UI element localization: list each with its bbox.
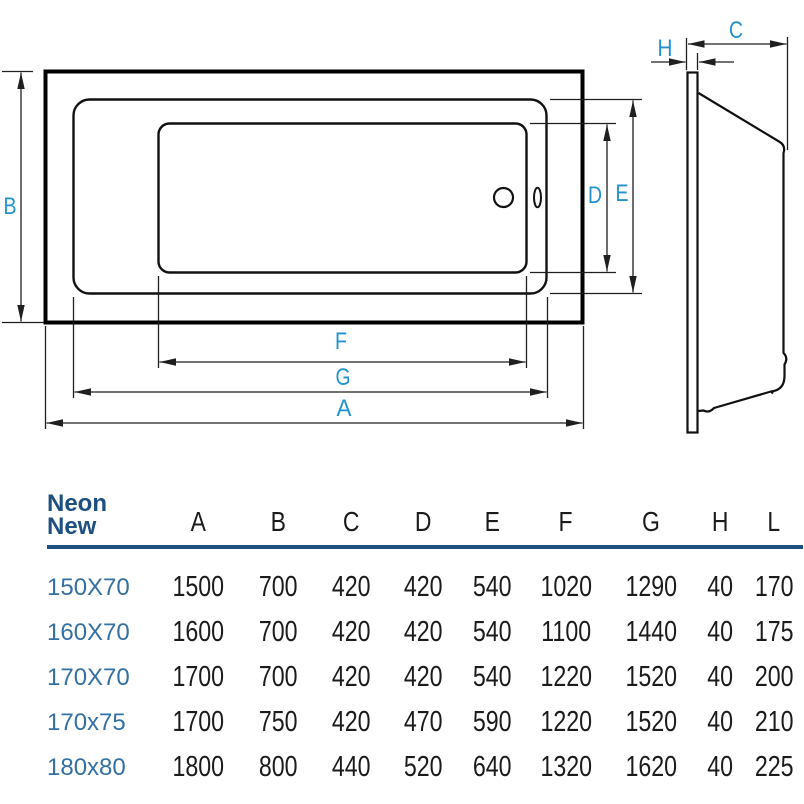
col-header-E: E <box>484 506 500 537</box>
dim-label-G: G <box>335 364 351 391</box>
value-cell: 420 <box>331 661 371 693</box>
col-header-L: L <box>767 506 781 537</box>
dim-label-F: F <box>335 328 347 355</box>
value-cell: 1700 <box>172 661 224 693</box>
value-cell: 540 <box>472 571 512 603</box>
value-cell: 750 <box>258 706 298 738</box>
value-cell: 175 <box>754 616 794 648</box>
table-row <box>47 745 803 790</box>
value-cell: 210 <box>754 706 794 738</box>
model-cell: 160X70 <box>47 618 130 646</box>
value-cell: 1620 <box>625 751 677 783</box>
value-cell: 1290 <box>625 571 677 603</box>
top-view <box>46 72 583 323</box>
col-header-A: A <box>190 506 206 537</box>
value-cell: 420 <box>403 571 443 603</box>
value-cell: 590 <box>472 706 512 738</box>
tub-rim <box>74 100 547 294</box>
value-cell: 1800 <box>172 751 224 783</box>
value-cell: 800 <box>258 751 298 783</box>
table-row <box>47 610 803 655</box>
col-header-D: D <box>414 506 432 537</box>
header-divider <box>47 545 803 549</box>
drain-hole <box>494 188 513 207</box>
value-cell: 1520 <box>625 661 677 693</box>
col-header-B: B <box>270 506 286 537</box>
value-cell: 420 <box>403 616 443 648</box>
table-row <box>47 565 803 610</box>
table-row <box>47 655 803 700</box>
value-cell: 1220 <box>540 661 592 693</box>
dim-label-E: E <box>615 180 629 207</box>
model-cell: 170X70 <box>47 663 130 691</box>
dim-label-D: D <box>588 182 602 209</box>
col-header-F: F <box>558 506 574 537</box>
value-cell: 420 <box>331 706 371 738</box>
side-profile <box>699 93 787 412</box>
value-cell: 420 <box>403 661 443 693</box>
dim-label-C: C <box>729 17 743 44</box>
value-cell: 1440 <box>625 616 677 648</box>
value-cell: 1600 <box>172 616 224 648</box>
model-cell: 180x80 <box>47 753 126 781</box>
dimension-labels <box>4 17 744 422</box>
value-cell: 40 <box>707 571 733 603</box>
value-cell: 1320 <box>540 751 592 783</box>
value-cell: 40 <box>707 616 733 648</box>
col-header-G: G <box>642 506 660 537</box>
dim-label-A: A <box>336 395 352 422</box>
value-cell: 420 <box>331 616 371 648</box>
dimensions-table <box>47 484 803 790</box>
dim-label-B: B <box>3 193 17 220</box>
value-cell: 40 <box>707 706 733 738</box>
model-cell: 170x75 <box>47 708 126 736</box>
value-cell: 540 <box>472 661 512 693</box>
value-cell: 700 <box>258 571 298 603</box>
dim-label-H: H <box>657 35 673 62</box>
side-panel <box>688 73 698 433</box>
tub-outer-edge <box>46 72 583 323</box>
tub-basin <box>159 124 527 273</box>
table-row <box>47 700 803 745</box>
value-cell: 440 <box>331 751 371 783</box>
series-title <box>47 492 155 539</box>
value-cell: 170 <box>754 571 794 603</box>
col-header-H: H <box>711 506 729 537</box>
value-cell: 700 <box>258 661 298 693</box>
value-cell: 470 <box>403 706 443 738</box>
value-cell: 520 <box>403 751 443 783</box>
col-header-C: C <box>342 506 360 537</box>
value-cell: 225 <box>754 751 794 783</box>
table-header-row <box>47 492 803 539</box>
value-cell: 40 <box>707 661 733 693</box>
value-cell: 700 <box>258 616 298 648</box>
table-body <box>47 565 803 790</box>
overflow-hole <box>534 188 541 208</box>
model-cell: 150X70 <box>47 573 130 601</box>
value-cell: 1220 <box>540 706 592 738</box>
side-view <box>688 73 787 433</box>
value-cell: 420 <box>331 571 371 603</box>
series-title-line1: Neon <box>47 490 107 517</box>
value-cell: 40 <box>707 751 733 783</box>
value-cell: 1100 <box>541 616 591 648</box>
value-cell: 1500 <box>172 571 224 603</box>
value-cell: 540 <box>472 616 512 648</box>
value-cell: 1700 <box>172 706 224 738</box>
value-cell: 1020 <box>540 571 592 603</box>
series-title-line2: New <box>47 513 97 540</box>
value-cell: 200 <box>754 661 794 693</box>
value-cell: 1520 <box>625 706 677 738</box>
value-cell: 640 <box>472 751 512 783</box>
